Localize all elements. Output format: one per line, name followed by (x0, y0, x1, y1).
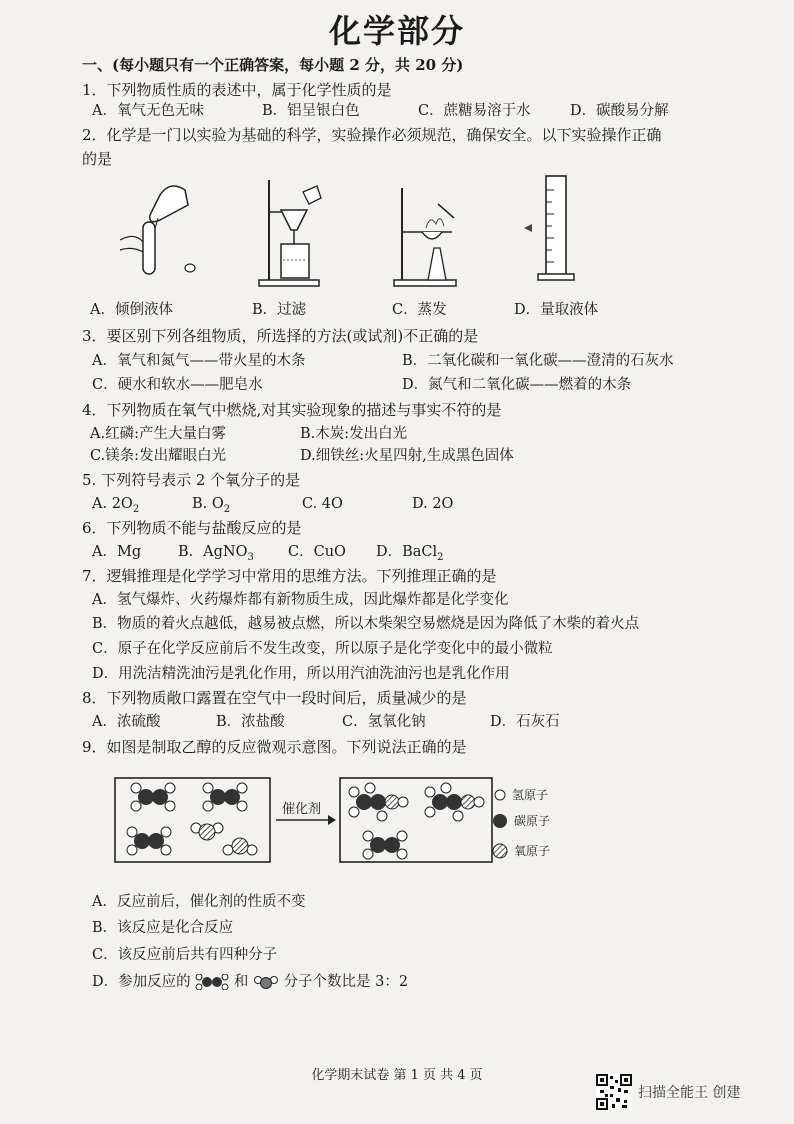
q6-d-sub: 2 (437, 551, 444, 563)
q4-option-b[interactable]: B.木炭:发出白光 (300, 426, 408, 442)
q5-b-sub: 2 (223, 503, 231, 515)
q2-stem: 2．化学是一门以实验为基础的科学，实验操作必须规范，确保安全。以下实验操作正确 (82, 126, 662, 144)
q8-option-b[interactable]: B．浓盐酸 (216, 714, 285, 730)
q4-option-a[interactable]: A.红磷:产生大量白雾 (90, 426, 226, 442)
legend-hydrogen-label: 氢原子 (512, 788, 549, 802)
q9-option-a[interactable]: A．反应前后，催化剂的性质不变 (92, 894, 306, 910)
q5-option-a[interactable] (92, 494, 139, 520)
q9-d-middle: 和 (233, 974, 249, 990)
ethylene-molecule (363, 831, 407, 859)
q4-option-c[interactable]: C.镁条:发出耀眼白光 (90, 448, 227, 464)
q5-option-c[interactable]: C. 4O (302, 496, 343, 512)
scanner-watermark: 扫描全能王 创建 (638, 1085, 741, 1101)
water-molecule (191, 823, 223, 840)
q5-a-sub: 2 (132, 503, 140, 515)
legend-hydrogen (494, 786, 548, 803)
q4-stem: 4．下列物质在氧气中燃烧,对其实验现象的描述与事实不符的是 (82, 401, 502, 419)
legend-carbon-label: 碳原子 (514, 814, 551, 828)
q5-stem: 5. 下列符号表示 2 个氧分子的是 (82, 471, 301, 489)
q5-option-d[interactable]: D. 2O (412, 496, 454, 512)
q1-stem: 1．下列物质性质的表述中，属于化学性质的是 (82, 81, 392, 99)
ethylene-molecule (127, 827, 171, 855)
q7-option-b[interactable]: B．物质的着火点越低，越易被点燃，所以木柴架空易燃烧是因为降低了木柴的着火点 (92, 616, 640, 632)
q5-option-b[interactable] (192, 494, 230, 520)
reaction-micro-diagram (114, 774, 494, 866)
q7-option-c[interactable]: C．原子在化学反应前后不发生改变，所以原子是化学变化中的最小微粒 (92, 641, 553, 657)
q6-option-b[interactable] (178, 542, 254, 568)
q2-option-d[interactable]: D．量取液体 (514, 302, 599, 318)
section-heading: 一、(每小题只有一个正确答案，每小题 2 分，共 20 分) (82, 56, 464, 74)
q6-stem: 6．下列物质不能与盐酸反应的是 (82, 519, 302, 537)
carbon-atom-icon (492, 813, 508, 829)
legend-oxygen (492, 842, 550, 859)
q9-stem: 9．如图是制取乙醇的反应微观示意图。下列说法正确的是 (82, 738, 467, 756)
q8-option-c[interactable]: C．氢氧化钠 (342, 714, 426, 730)
q8-option-d[interactable]: D．石灰石 (490, 714, 560, 730)
q2-stem-cont: 的是 (82, 150, 113, 168)
ethylene-molecule (131, 783, 175, 811)
q6-option-c[interactable]: C．CuO (288, 544, 346, 560)
ethylene-molecule-icon (195, 974, 229, 990)
ethanol-molecule (425, 783, 484, 821)
q6-option-d[interactable] (376, 542, 444, 568)
q3-option-d[interactable]: D．氮气和二氧化碳——燃着的木条 (402, 377, 632, 393)
ethanol-molecule (349, 783, 408, 821)
q9-d-prefix: D．参加反应的 (92, 974, 191, 990)
filtration-figure (255, 172, 335, 290)
q3-option-c[interactable]: C．硬水和软水——肥皂水 (92, 377, 263, 393)
q9-option-b[interactable]: B．该反应是化合反应 (92, 920, 234, 936)
q1-option-c[interactable]: C．蔗糖易溶于水 (418, 103, 531, 119)
oxygen-atom-icon (492, 843, 508, 859)
q1-option-d[interactable]: D．碳酸易分解 (570, 103, 669, 119)
q2-option-c[interactable]: C．蒸发 (392, 302, 447, 318)
q5-b-text: B. O (192, 496, 224, 512)
q7-option-d[interactable]: D．用洗洁精洗油污是乳化作用，所以用汽油洗油污也是乳化作用 (92, 666, 510, 682)
q6-b-text: B．AgNO (178, 544, 248, 560)
q3-option-b[interactable]: B．二氧化碳和一氧化碳——澄清的石灰水 (402, 353, 674, 369)
q9-d-suffix: 分子个数比是 3：2 (283, 974, 409, 990)
q6-b-sub: 3 (247, 551, 254, 563)
hydrogen-atom-icon (494, 789, 506, 801)
q3-stem: 3．要区别下列各组物质，所选择的方法(或试剂)不正确的是 (82, 327, 479, 345)
graduated-cylinder-figure (518, 170, 578, 288)
page-title: 化学部分 (328, 12, 465, 50)
water-molecule (223, 838, 257, 855)
water-molecule-icon (253, 974, 279, 990)
qr-code-icon (596, 1074, 632, 1110)
q8-stem: 8．下列物质敞口露置在空气中一段时间后，质量减少的是 (82, 689, 467, 707)
q2-option-b[interactable]: B．过滤 (252, 302, 307, 318)
q1-option-a[interactable]: A．氧气无色无味 (92, 103, 204, 119)
evaporation-figure (392, 184, 472, 290)
q4-option-d[interactable]: D.细铁丝:火星四射,生成黑色固体 (300, 448, 514, 464)
q9-option-c[interactable]: C．该反应前后共有四种分子 (92, 947, 278, 963)
catalyst-label: 催化剂 (282, 802, 322, 817)
ethylene-molecule (203, 783, 247, 811)
q1-option-b[interactable]: B．铝呈银白色 (262, 103, 360, 119)
legend-carbon (492, 812, 550, 829)
pour-liquid-figure (110, 170, 210, 290)
q6-option-a[interactable]: A．Mg (92, 544, 142, 560)
q7-option-a[interactable]: A．氢气爆炸、火药爆炸都有新物质生成，因此爆炸都是化学变化 (92, 592, 509, 608)
q2-option-a[interactable]: A．倾倒液体 (90, 302, 173, 318)
q6-d-text: D．BaCl (376, 544, 438, 560)
page-footer: 化学期末试卷 第 1 页 共 4 页 (311, 1068, 483, 1083)
q7-stem: 7．逻辑推理是化学学习中常用的思维方法。下列推理正确的是 (82, 567, 497, 585)
q5-a-text: A. 2O (92, 496, 133, 512)
q8-option-a[interactable]: A．浓硫酸 (92, 714, 161, 730)
q9-option-d[interactable] (92, 972, 408, 992)
q3-option-a[interactable]: A．氧气和氮气——带火星的木条 (92, 353, 306, 369)
legend-oxygen-label: 氧原子 (514, 844, 551, 858)
